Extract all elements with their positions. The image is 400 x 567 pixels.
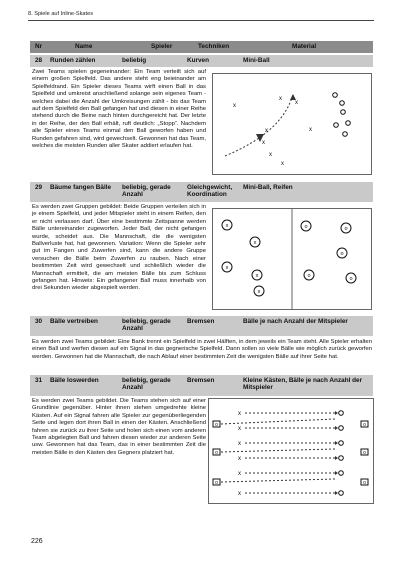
svg-text:o: o (307, 273, 311, 279)
svg-text:o: o (340, 251, 344, 257)
game-description: Es werden zwei Teams gebildet: Eine Bank trennt ein Spielfeld in zwei Hälften, in dem jeweils ein Team steht. Alle Spieler erhalten einen Ball und werfen diesen auf ein Signal in das gegnerische Spielfeld. Dann sollen so viele Bälle wie möglich zurück geworfen werden. Gewonnen hat die Mannschaft, die nach Ablauf einer bestimmten Zeit die wenigsten Bälle auf ihrer Seite hat. (32, 339, 372, 360)
table-row (30, 182, 373, 202)
col-material: Material (292, 43, 317, 50)
table-row (30, 375, 373, 396)
field-sketch (213, 74, 371, 174)
diagram-baeume (212, 208, 372, 310)
row-material: Bälle je nach Anzahl der Mitspieler (243, 318, 348, 325)
row-material: Mini-Ball, Reifen (243, 184, 293, 191)
row-techniken: Bremsen (187, 318, 215, 325)
row-material: Mini-Ball (243, 57, 270, 64)
game-description: Es werden zwei Gruppen gebildet: Beide Gruppen verteilen sich in je einem Spielfeld, und jeder Mitspieler steht in einem Reifen, den er nicht verlassen darf. Über eine bestimmte Zeitspanne werden Bälle untereinander zugeworfen. Jeder Ball, der nicht gefangen wurde, scheidet aus. Die Mannschaft, die die wenigsten Ballverluste hat, hat gewonnen. Variation: Wenn die Spieler sehr gut im Fangen und Zuwerfen sind, kann die andere Gruppe versuchen die Bälle beim Zuwerfen zu rauben. Nach einer bestimmten Zeit wird gewechselt und schließlich wieder die Mannschaft ermittelt, die am meisten Bälle bis zum Schluss gefangen hat. Hinweis: Ein gefangener Ball muss innerhalb von drei Sekunden wieder abgespielt werden. (32, 204, 206, 292)
row-nr: 30 (35, 318, 43, 325)
svg-text:o: o (344, 226, 348, 232)
svg-text:x: x (269, 152, 272, 158)
svg-text:x: x (225, 265, 229, 271)
table-row (30, 55, 373, 67)
field-sketch (213, 209, 371, 309)
row-name: Bälle loswerden (50, 377, 99, 384)
row-name: Bälle vertreiben (50, 318, 98, 325)
svg-text:x: x (257, 289, 261, 295)
row-nr: 29 (35, 184, 43, 191)
col-techniken: Techniken (198, 43, 230, 50)
row-techniken: Gleichgewicht, Koordination (187, 184, 233, 198)
svg-text:x: x (281, 161, 284, 167)
game-description: Zwei Teams spielen gegeneinander: Ein Team verteilt sich auf einem großen Spielfeld. Das andere steht eng beieinander am Spielfeldrand. Ein Spieler dieses Teams wirft einen Ball in das Spielfeld und umkreist anschließend solange sein eigenes Team - welches dabei die Anzahl der Umkreisungen zählt - bis das Team auf dem Spielfeld den Ball gefangen hat und diesen in einer Reihe stehend durch die Beine nach hinten durchgereicht hat. Der letzte in der Reihe, der den Ball erhält, ruft deutlich: „Stopp“. Nachdem alle Spieler eines Teams einmal den Ball geworfen haben und Runden gefahren sind, wird gewechselt. Gewonnen hat das Team, welches die meisten Runden aller Skater addiert erlaufen hat. (32, 69, 206, 150)
svg-text:x: x (265, 128, 268, 134)
row-nr: 31 (35, 377, 43, 384)
svg-text:x: x (295, 100, 298, 106)
svg-text:o: o (215, 422, 218, 428)
table-header (30, 41, 373, 53)
svg-text:x: x (238, 411, 241, 417)
row-spieler: beliebig, gerade Anzahl (122, 184, 171, 198)
row-nr: 28 (35, 57, 43, 64)
row-spieler: beliebig, gerade Anzahl (122, 377, 171, 391)
svg-text:o: o (349, 276, 353, 282)
svg-text:x: x (238, 456, 241, 462)
field-sketch (209, 399, 373, 503)
row-name: Bäume fangen Bälle (50, 184, 112, 191)
diagram-runden (212, 73, 372, 175)
svg-text:o: o (215, 450, 218, 456)
running-header: 8. Spiele auf Inline-Skates (28, 11, 93, 17)
svg-text:x: x (238, 441, 241, 447)
svg-text:o: o (363, 450, 366, 456)
row-techniken: Bremsen (187, 377, 215, 384)
diagram-kaesten (208, 398, 374, 504)
svg-text:o: o (215, 480, 218, 486)
svg-text:x: x (225, 223, 229, 229)
page-number: 226 (31, 538, 43, 545)
svg-text:o: o (363, 422, 366, 428)
svg-text:x: x (255, 273, 259, 279)
col-name: Name (75, 43, 93, 50)
row-name: Runden zählen (50, 57, 96, 64)
game-description: Es werden zwei Teams gebildet. Die Teams stehen sich auf einer Grundlinie gegenüber. Hinter ihnen stehen umgedrehte kleine Kästen. Auf ein Signal fahren alle Spieler zur gegenüberliegenden Seite und legen dort ihren Ball in einen der Kästen. Anschließend fahren sie zurück zu ihrer Seite und holen sich einen vom anderen Team abgelegten Ball und fahren diesen wieder zur anderen Seite usw. Gewonnen hat das Team, das in einer bestimmten Zeit die meisten Bälle in den Kästen des Gegners platziert hat. (32, 398, 206, 456)
svg-text:x: x (238, 471, 241, 477)
row-spieler: beliebig, gerade Anzahl (122, 318, 171, 332)
col-spieler: Spieler (151, 43, 173, 50)
header-rule (28, 20, 374, 21)
table-row (30, 316, 373, 336)
svg-text:o: o (304, 224, 308, 230)
col-nr: Nr (35, 43, 43, 50)
row-spieler: beliebig (122, 57, 147, 64)
svg-text:x: x (238, 491, 241, 497)
svg-text:x: x (238, 426, 241, 432)
svg-text:x: x (262, 140, 265, 146)
svg-text:x: x (279, 96, 282, 102)
svg-text:x: x (253, 240, 257, 246)
svg-text:o: o (363, 480, 366, 486)
row-techniken: Kurven (187, 57, 210, 64)
svg-text:x: x (233, 103, 236, 109)
row-material: Kleine Kästen, Bälle je nach Anzahl der Mitspieler (243, 377, 363, 391)
svg-text:x: x (309, 127, 312, 133)
